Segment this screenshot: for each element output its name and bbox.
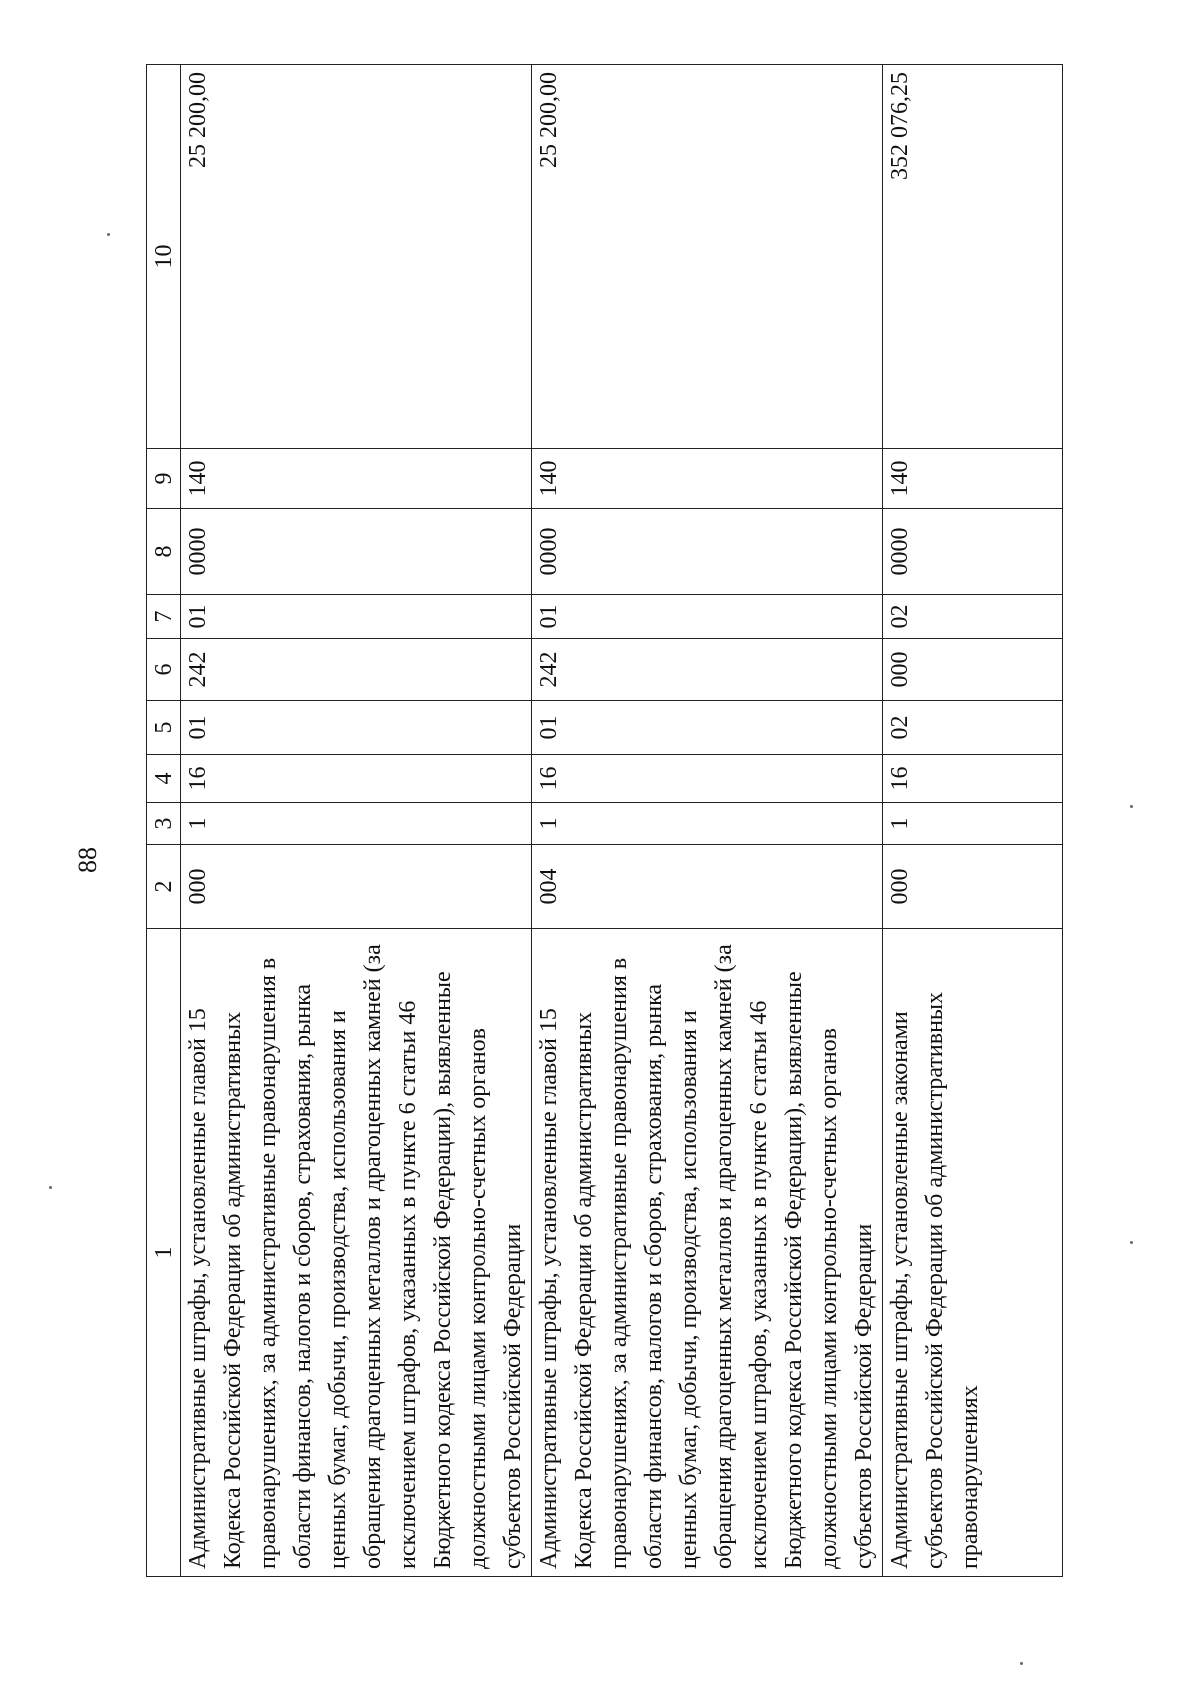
- group-cell: 1: [532, 803, 883, 845]
- amount-cell: 352 076,25: [883, 65, 1063, 449]
- column-header: 8: [147, 509, 181, 595]
- table-header-row: [147, 65, 181, 1577]
- subgroup-cell: 16: [181, 755, 532, 803]
- amount-cell: 25 200,00: [532, 65, 883, 449]
- element-cell: 01: [181, 595, 532, 639]
- page-number: 88: [73, 847, 102, 873]
- column-header: 5: [147, 701, 181, 755]
- rotated-table-container: [146, 65, 1039, 1577]
- column-header: 1: [147, 929, 181, 1577]
- group-cell: 1: [883, 803, 1063, 845]
- article-cell: 01: [532, 701, 883, 755]
- column-header: 9: [147, 449, 181, 509]
- scan-speck: [1130, 805, 1133, 808]
- element-cell: 01: [532, 595, 883, 639]
- subgroup-cell: 16: [532, 755, 883, 803]
- column-header: 4: [147, 755, 181, 803]
- budget-table: [146, 64, 1063, 1577]
- program-cell: 0000: [181, 509, 532, 595]
- subarticle-cell: 000: [883, 639, 1063, 701]
- row-description: Административные штрафы, установленные главой 15 Кодекса Российской Федерации об административных правонарушениях, за административные правонарушения в области финансов, налогов и сборов, страхования, рынка ценных бумаг, добычи, производства, использования и обращения драгоценных металлов и драгоценных камней (за исключением штрафов, указанных в пункте 6 статьи 46 Бюджетного кодекса Российской Федерации), выявленные должностными лицами контрольно-счетных органов субъектов Российской Федерации: [532, 929, 883, 1577]
- group-cell: 1: [181, 803, 532, 845]
- admin-code-cell: 000: [181, 845, 532, 929]
- economic-code-cell: 140: [181, 449, 532, 509]
- subarticle-cell: 242: [532, 639, 883, 701]
- column-header: 6: [147, 639, 181, 701]
- scan-speck: [49, 1186, 52, 1189]
- column-header: 2: [147, 845, 181, 929]
- column-header: 7: [147, 595, 181, 639]
- subarticle-cell: 242: [181, 639, 532, 701]
- scan-speck: [107, 233, 110, 236]
- column-header: 10: [147, 65, 181, 449]
- admin-code-cell: 004: [532, 845, 883, 929]
- row-description: Административные штрафы, установленные главой 15 Кодекса Российской Федерации об административных правонарушениях, за административные правонарушения в области финансов, налогов и сборов, страхования, рынка ценных бумаг, добычи, производства, использования и обращения драгоценных металлов и драгоценных камней (за исключением штрафов, указанных в пункте 6 статьи 46 Бюджетного кодекса Российской Федерации), выявленные должностными лицами контрольно-счетных органов субъектов Российской Федерации: [181, 929, 532, 1577]
- amount-cell: 25 200,00: [181, 65, 532, 449]
- table-row: [181, 65, 532, 1577]
- economic-code-cell: 140: [883, 449, 1063, 509]
- program-cell: 0000: [532, 509, 883, 595]
- scan-speck: [1020, 1662, 1023, 1665]
- element-cell: 02: [883, 595, 1063, 639]
- economic-code-cell: 140: [532, 449, 883, 509]
- scan-speck: [1130, 1241, 1133, 1244]
- article-cell: 01: [181, 701, 532, 755]
- program-cell: 0000: [883, 509, 1063, 595]
- article-cell: 02: [883, 701, 1063, 755]
- admin-code-cell: 000: [883, 845, 1063, 929]
- subgroup-cell: 16: [883, 755, 1063, 803]
- table-row: [532, 65, 883, 1577]
- column-header: 3: [147, 803, 181, 845]
- row-description: Административные штрафы, установленные законами субъектов Российской Федерации об административных правонарушениях: [883, 929, 1063, 1577]
- table-row: [883, 65, 1063, 1577]
